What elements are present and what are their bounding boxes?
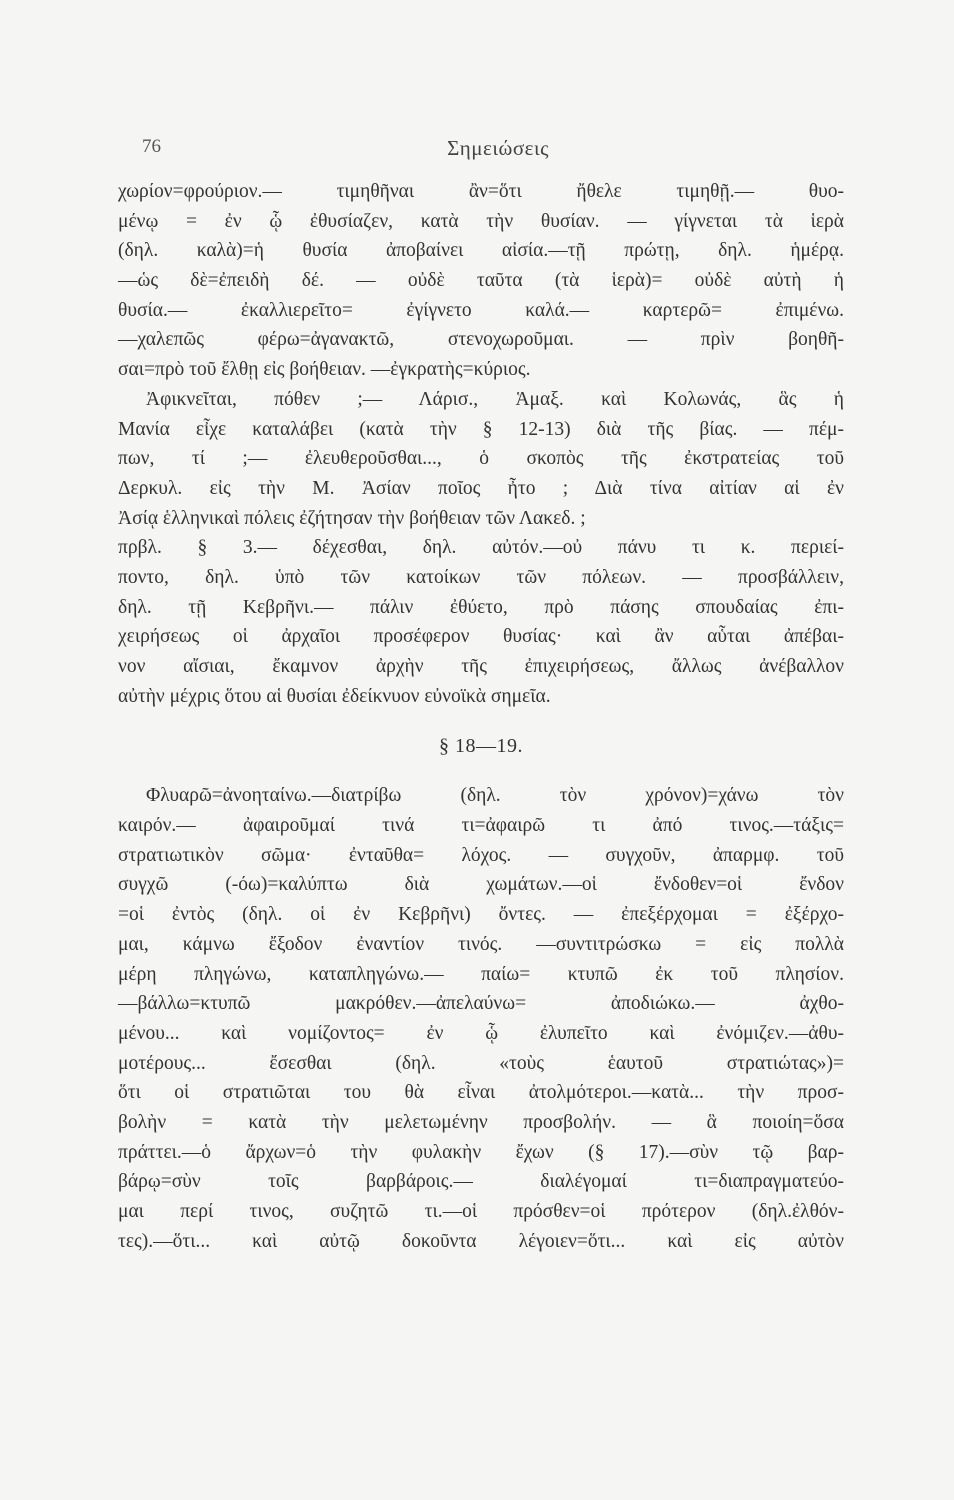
text-line: νον αἴσιαι, ἔκαμνον ἀρχὴν τῆς ἐπιχειρήσεως, ἄλλως ἀνέβαλλον bbox=[118, 656, 844, 677]
text-line: καιρόν.— ἀφαιροῦμαί τινά τι=ἀφαιρῶ τι ἀπό τινος.—τάξις= bbox=[118, 815, 844, 837]
text-line: δηλ. τῇ Κεβρῆνι.— πάλιν ἐθύετο, πρὸ πάσης σπουδαίας ἐπι- bbox=[118, 596, 844, 618]
text-line: πράττει.—ὁ ἄρχων=ὁ τὴν φυλακὴν ἔχων (§ 17).—σὺν τῷ βαρ- bbox=[118, 1141, 844, 1163]
text-line: μέρη πληγώνω, καταπληγώνω.— παίω= κτυπῶ ἐκ τοῦ πλησίον. bbox=[118, 963, 844, 985]
text-line: συγχῶ (-όω)=καλύπτω διὰ χωμάτων.—οἱ ἔνδοθεν=οἱ ἔνδον bbox=[118, 874, 844, 896]
page-number: 76 bbox=[142, 136, 161, 157]
notes-body bbox=[118, 177, 844, 1256]
text-line: μένου... καὶ νομίζοντος= ἐν ᾧ ἐλυπεῖτο καὶ ἐνόμιζεν.—ἀθυ- bbox=[118, 1022, 844, 1044]
text-line: βάρῳ=σὺν τοῖς βαρβάροις.— διαλέγομαί τι=διαπραγματεύο- bbox=[118, 1171, 844, 1193]
text-line: —χαλεπῶς φέρω=ἀγανακτῶ, στενοχωροῦμαι. — πρὶν βοηθῆ- bbox=[118, 329, 844, 351]
text-line: Μανία εἶχε καταλάβει (κατὰ τὴν § 12-13) διὰ τῆς βίας. — πέμ- bbox=[118, 418, 844, 440]
text-line: Ἀφικνεῖται, πόθεν ;— Λάρισ., Ἁμαξ. καὶ Κολωνάς, ἃς ἡ bbox=[146, 388, 844, 410]
text-line: σαι=πρὸ τοῦ ἔλθῃ εἰς βοήθειαν. —ἐγκρατὴς=κύριος. bbox=[118, 359, 531, 381]
text-line: βολὴν = κατὰ τὴν μελετωμένην προσβολήν. — ἃ ποιοίη=ὅσα bbox=[118, 1111, 844, 1133]
text-line: αὐτὴν μέχρις ὅτου αἱ θυσίαι ἐδείκνυον εὐνοϊκὰ σημεῖα. bbox=[118, 685, 551, 707]
section-heading: § 18—19. bbox=[439, 735, 523, 758]
text-line: ὅτι οἱ στρατιῶται του θὰ εἶναι ἀτολμότεροι.—κατὰ... τὴν προσ- bbox=[118, 1082, 844, 1104]
text-line: —ὡς δὲ=ἐπειδὴ δέ. — οὐδὲ ταῦτα (τὰ ἱερὰ)= οὐδὲ αὐτὴ ἡ bbox=[118, 270, 844, 292]
text-line: —βάλλω=κτυπῶ μακρόθεν.—ἀπελαύνω= ἀποδιώκω.— ἀχθο- bbox=[118, 993, 844, 1015]
text-line: πων, τί ;— ἐλευθεροῦσθαι..., ὁ σκοπὸς τῆς ἐκστρατείας τοῦ bbox=[118, 448, 844, 470]
text-line: μαι περί τινος, συζητῶ τι.—οἱ πρόσθεν=οἱ πρότερον (δηλ.ἐλθόν- bbox=[118, 1201, 844, 1222]
text-line: χειρήσεως οἱ ἀρχαῖοι προσέφερον θυσίας· καὶ ἂν αὗται ἀπέβαι- bbox=[118, 626, 844, 648]
text-line: μένῳ = ἐν ᾧ ἐθυσίαζεν, κατὰ τὴν θυσίαν. — γίγνεται τὰ ἱερὰ bbox=[118, 210, 844, 232]
text-line: (δηλ. καλὰ)=ἡ θυσία ἀποβαίνει αἰσία.—τῇ πρώτῃ, δηλ. ἡμέρᾳ. bbox=[118, 240, 844, 262]
text-line: μοτέρους... ἔσεσθαι (δηλ. «τοὺς ἑαυτοῦ στρατιώτας»)= bbox=[118, 1052, 844, 1074]
page-header bbox=[142, 136, 854, 166]
text-line: πρβλ. § 3.— δέχεσθαι, δηλ. αὐτόν.—οὐ πάνυ τι κ. περιεί- bbox=[118, 537, 844, 559]
text-line: στρατιωτικὸν σῶμα· ἐνταῦθα= λόχος. — συγχοῦν, ἀπαρμφ. τοῦ bbox=[118, 844, 844, 866]
text-line: χωρίον=φρούριον.— τιμηθῆναι ἂν=ὅτι ἤθελε τιμηθῇ.— θυο- bbox=[118, 181, 844, 202]
text-line: Ἀσίᾳ ἑλληνικαὶ πόλεις ἐζήτησαν τὴν βοήθειαν τῶν Λακεδ. ; bbox=[118, 507, 586, 529]
text-line: =οἱ ἐντὸς (δηλ. οἱ ἐν Κεβρῆνι) ὄντες. — ἐπεξέρχομαι = ἐξέρχο- bbox=[118, 904, 844, 926]
text-line: ποντο, δηλ. ὑπὸ τῶν κατοίκων τῶν πόλεων. — προσβάλλειν, bbox=[118, 566, 844, 588]
text-line: θυσία.— ἐκαλλιερεῖτο= ἐγίγνετο καλά.— καρτερῶ= ἐπιμένω. bbox=[118, 299, 844, 321]
text-line: μαι, κάμνω ἔξοδον ἐναντίον τινός. —συντιτρώσκω = εἰς πολλὰ bbox=[118, 933, 844, 955]
text-line: Δερκυλ. εἰς τὴν Μ. Ἀσίαν ποῖος ἦτο ; Διὰ τίνα αἰτίαν αἱ ἐν bbox=[118, 477, 844, 499]
text-line: τες).—ὅτι... καὶ αὐτῷ δοκοῦντα λέγοιεν=ὅτι... καὶ εἰς αὐτὸν bbox=[118, 1230, 844, 1252]
running-head: Σημειώσεις bbox=[447, 136, 549, 160]
text-line: Φλυαρῶ=ἀνοηταίνω.—διατρίβω (δηλ. τὸν χρόνον)=χάνω τὸν bbox=[146, 785, 844, 807]
